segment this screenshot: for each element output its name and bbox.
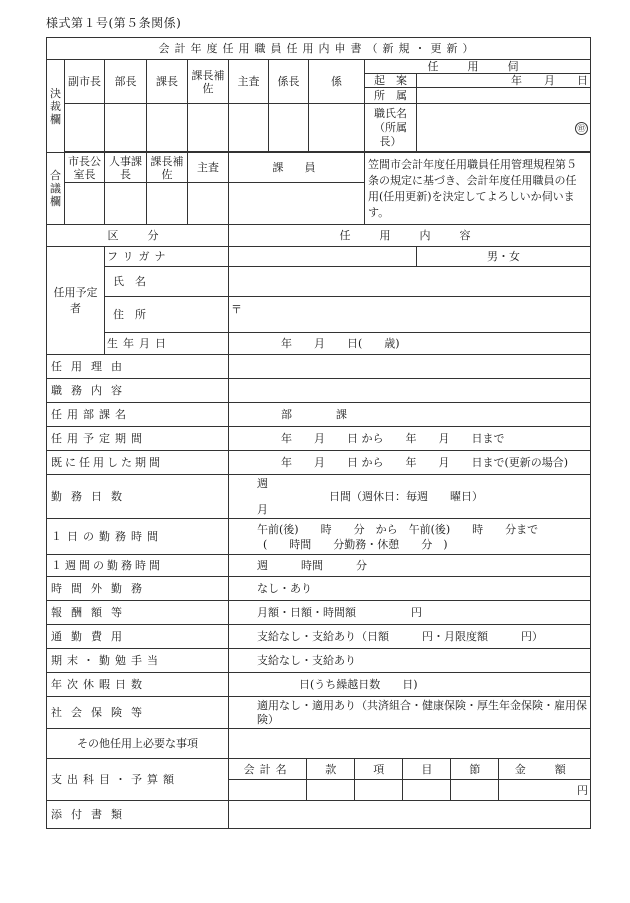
kimatsu-field[interactable]: 支給なし・支給あり bbox=[229, 649, 591, 673]
gougi-seal-1[interactable] bbox=[65, 183, 105, 225]
budget-kingaku-header: 金 額 bbox=[499, 759, 590, 779]
budget-kou-header: 項 bbox=[355, 759, 403, 779]
kizon-label: 既に任用した期間 bbox=[47, 451, 229, 475]
shakai-label: 社会保険等 bbox=[47, 697, 229, 729]
kessai-seal-fukushicho[interactable] bbox=[65, 104, 105, 152]
kubun-header: 区 分 bbox=[47, 225, 229, 247]
address-label-text: 住 所 bbox=[113, 308, 146, 321]
shokushimei-label: 職氏名（所属長） bbox=[365, 104, 417, 152]
kian-label: 起 案 bbox=[365, 74, 417, 88]
postal-mark: 〒 bbox=[231, 303, 242, 316]
budget-kingaku-field[interactable]: 円 bbox=[499, 780, 590, 800]
role-kacho-hosa: 課長補佐 bbox=[188, 60, 229, 104]
nissuu-value: 日間（週休日：毎週 曜日） bbox=[329, 490, 483, 503]
gougi-seal-kain[interactable] bbox=[229, 183, 365, 225]
houshu-label: 報酬額等 bbox=[47, 601, 229, 625]
budget-setsu-field[interactable] bbox=[451, 780, 499, 800]
budget-header-row bbox=[229, 759, 591, 780]
ninyo-header: 任 用 伺 bbox=[365, 60, 591, 74]
shuu-jikan-field[interactable]: 週 時間 分 bbox=[229, 555, 591, 577]
kikan-label: 任用予定期間 bbox=[47, 427, 229, 451]
tenpu-label: 添付書類 bbox=[47, 801, 229, 829]
budget-value-row bbox=[229, 780, 591, 801]
houshu-field[interactable]: 月額・日額・時間額 円 bbox=[229, 601, 591, 625]
furigana-label: フリガナ bbox=[105, 247, 229, 267]
role-bucho: 部長 bbox=[105, 60, 147, 104]
role-kakaricho: 係長 bbox=[269, 60, 309, 104]
kikan-field[interactable]: 年 月 日 から 年 月 日まで bbox=[229, 427, 591, 451]
gougi-seal-3[interactable] bbox=[147, 183, 188, 225]
kian-date-field[interactable]: 年 月 日 bbox=[417, 74, 591, 88]
candidate-label: 任用予定者 bbox=[47, 247, 105, 355]
budget-setsu-header: 節 bbox=[451, 759, 499, 779]
gougi-section-label bbox=[47, 153, 65, 225]
role-kakari: 係 bbox=[309, 60, 365, 104]
role-jinji-kacho: 人事課長 bbox=[105, 153, 147, 183]
sex-select[interactable]: 男・女 bbox=[417, 247, 591, 267]
budget-kaikei-field[interactable] bbox=[229, 780, 307, 800]
kessai-seal-kacho[interactable] bbox=[147, 104, 188, 152]
shishutsu-label: 支出科目・予算額 bbox=[47, 759, 229, 801]
form-number: 様式第１号(第５条関係) bbox=[46, 16, 182, 30]
nissuu-field[interactable] bbox=[229, 475, 591, 519]
bukamei-field[interactable]: 部 課 bbox=[229, 403, 591, 427]
budget-header-table bbox=[229, 759, 590, 779]
nenkyu-label: 年次休暇日数 bbox=[47, 673, 229, 697]
gougi-label-3: 欄 bbox=[50, 195, 61, 208]
role-gougi-shusa: 主査 bbox=[188, 153, 229, 183]
nissuu-month: 月 bbox=[257, 503, 268, 516]
shokushimei-field[interactable] bbox=[417, 104, 591, 152]
naiyou-header: 任 用 内 容 bbox=[229, 225, 591, 247]
kimatsu-label: 期末・勤勉手当 bbox=[47, 649, 229, 673]
kessai-seal-shusa[interactable] bbox=[229, 104, 269, 152]
kessai-label-1: 決 bbox=[50, 86, 61, 100]
budget-kan-header: 款 bbox=[307, 759, 355, 779]
budget-kaikei-header: 会計名 bbox=[229, 759, 307, 779]
kessai-seal-kakari[interactable] bbox=[309, 104, 365, 152]
nissuu-week: 週 bbox=[257, 477, 268, 490]
birth-label: 生年月日 bbox=[105, 333, 229, 355]
seal-mark: ㊞ bbox=[575, 122, 588, 135]
budget-kan-field[interactable] bbox=[307, 780, 355, 800]
name-label-text: 氏 名 bbox=[113, 275, 146, 288]
jikan-line1: 午前(後) 時 分 から 午前(後) 時 分まで bbox=[257, 522, 539, 536]
furigana-field[interactable] bbox=[229, 247, 417, 267]
form-table bbox=[46, 37, 591, 829]
nenkyu-field[interactable]: 日(うち繰越日数 日) bbox=[229, 673, 591, 697]
appointment-form bbox=[46, 37, 590, 867]
gougi-seal-4[interactable] bbox=[188, 183, 229, 225]
form-title: 会計年度任用職員任用内申書（新規・更新） bbox=[47, 38, 591, 60]
shakai-field[interactable]: 適用なし・適用あり（共済組合・健康保険・厚生年金保険・雇用保険） bbox=[229, 697, 591, 729]
riyu-label: 任用理由 bbox=[47, 355, 229, 379]
jikangai-field[interactable]: なし・あり bbox=[229, 577, 591, 601]
naiyou-label: 職務内容 bbox=[47, 379, 229, 403]
kessai-section-label bbox=[47, 60, 65, 153]
sonota-field[interactable] bbox=[229, 729, 591, 759]
shozoku-field[interactable] bbox=[417, 88, 591, 104]
shozoku-label: 所 属 bbox=[365, 88, 417, 104]
jikan-label: １日の勤務時間 bbox=[47, 519, 229, 555]
name-label bbox=[105, 267, 229, 297]
address-field[interactable] bbox=[229, 297, 591, 333]
budget-moku-header: 目 bbox=[403, 759, 451, 779]
budget-kou-field[interactable] bbox=[355, 780, 403, 800]
role-shicho-koshitsucho: 市長公室長 bbox=[65, 153, 105, 183]
tenpu-field[interactable] bbox=[229, 801, 591, 829]
gougi-label-2: 議 bbox=[50, 182, 61, 195]
kessai-seal-kacho-hosa[interactable] bbox=[188, 104, 229, 152]
budget-value-table bbox=[229, 780, 590, 800]
address-label bbox=[105, 297, 229, 333]
gougi-label-1: 合 bbox=[50, 169, 61, 182]
tsukin-label: 通勤費用 bbox=[47, 625, 229, 649]
jikan-line2: ( 時間 分勤務・休憩 分 ) bbox=[263, 537, 448, 551]
kessai-seal-bucho[interactable] bbox=[105, 104, 147, 152]
kessai-label-3: 欄 bbox=[50, 112, 61, 126]
naiyou-field[interactable] bbox=[229, 379, 591, 403]
budget-moku-field[interactable] bbox=[403, 780, 451, 800]
shuu-jikan-label: １週間の勤務時間 bbox=[47, 555, 229, 577]
role-fukushicho: 副市長 bbox=[65, 60, 105, 104]
birth-field[interactable]: 年 月 日( 歳) bbox=[229, 333, 591, 355]
nissuu-label: 勤務日数 bbox=[47, 475, 229, 519]
gougi-seal-2[interactable] bbox=[105, 183, 147, 225]
kizon-field[interactable]: 年 月 日 から 年 月 日まで(更新の場合) bbox=[229, 451, 591, 475]
tsukin-field[interactable]: 支給なし・支給あり（日額 円・月限度額 円） bbox=[229, 625, 591, 649]
role-kacho: 課長 bbox=[147, 60, 188, 104]
jikangai-label: 時間外勤務 bbox=[47, 577, 229, 601]
riyu-field[interactable] bbox=[229, 355, 591, 379]
name-field[interactable] bbox=[229, 267, 591, 297]
kessai-seal-kakaricho[interactable] bbox=[269, 104, 309, 152]
gougi-note: 笠間市会計年度任用職員任用管理規程第５条の規定に基づき、会計年度任用職員の任用(任用更新)を決定してよろしいか伺います。 bbox=[365, 153, 591, 225]
sonota-label: その他任用上必要な事項 bbox=[47, 729, 229, 759]
bukamei-label: 任用部課名 bbox=[47, 403, 229, 427]
kessai-label-2: 裁 bbox=[50, 99, 61, 113]
role-kain: 課 員 bbox=[229, 153, 365, 183]
role-gougi-kacho-hosa: 課長補佐 bbox=[147, 153, 188, 183]
role-shusa: 主査 bbox=[229, 60, 269, 104]
jikan-field[interactable] bbox=[229, 519, 591, 555]
